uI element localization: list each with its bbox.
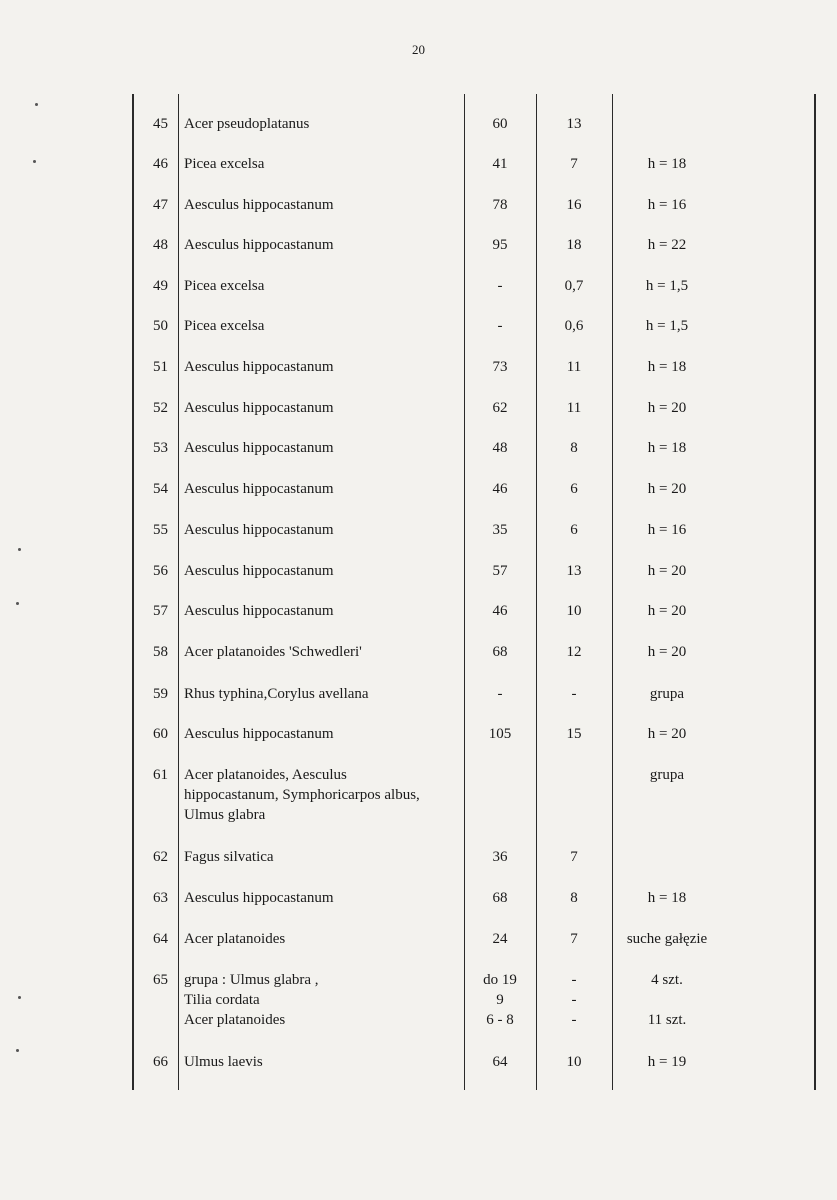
column-divider-number [178,94,179,1090]
row-number: 65 [153,972,168,988]
trunk-diameter: 24 [492,931,508,947]
tree-height: 12 [566,644,582,660]
species-name: grupa : Ulmus glabra , Tilia cordata Acer platanoides [184,972,319,1028]
tree-height: 13 [566,563,582,579]
remarks: 4 szt. 11 szt. [647,972,687,1028]
trunk-diameter: 57 [492,563,508,579]
species-name: Acer platanoides, Aesculus hippocastanum, Symphoricarpos albus, Ulmus glabra [184,767,420,823]
tree-height: 6 [570,522,578,538]
scan-speck [18,548,21,551]
remarks: h = 20 [647,481,687,497]
remarks: h = 20 [647,603,687,619]
remarks: h = 20 [647,563,687,579]
scan-speck [33,160,36,163]
row-number: 47 [153,197,168,213]
species-name: Aesculus hippocastanum [184,481,334,497]
species-name: Aesculus hippocastanum [184,563,334,579]
tree-height: 18 [566,237,582,253]
tree-height: 8 [570,890,578,906]
row-number: 62 [153,849,168,865]
remarks: h = 18 [647,890,687,906]
trunk-diameter: 78 [492,197,508,213]
row-number: 53 [153,440,168,456]
species-name: Aesculus hippocastanum [184,440,334,456]
trunk-diameter: 95 [492,237,508,253]
remarks: h = 1,5 [645,278,689,294]
species-name: Aesculus hippocastanum [184,237,334,253]
tree-height: 10 [566,1054,582,1070]
trunk-diameter: 60 [492,116,508,132]
trunk-diameter: 36 [492,849,508,865]
tree-height: 13 [566,116,582,132]
species-name: Aesculus hippocastanum [184,522,334,538]
row-number: 56 [153,563,168,579]
remarks: h = 20 [647,644,687,660]
table-left-border [132,94,134,1090]
tree-height: 0,7 [564,278,584,294]
row-number: 61 [153,767,168,783]
row-number: 64 [153,931,168,947]
remarks: h = 1,5 [645,318,689,334]
trunk-diameter: 64 [492,1054,508,1070]
remarks: h = 19 [647,1054,687,1070]
row-number: 52 [153,400,168,416]
tree-height: 11 [566,359,582,375]
remarks: h = 22 [647,237,687,253]
tree-height: 8 [570,440,578,456]
remarks: h = 18 [647,359,687,375]
tree-height: - [571,686,577,702]
trunk-diameter: 68 [492,890,508,906]
species-name: Picea excelsa [184,156,265,172]
remarks: h = 20 [647,726,687,742]
remarks: h = 18 [647,440,687,456]
remarks: grupa [649,686,685,702]
tree-height: 10 [566,603,582,619]
tree-height: 7 [570,931,578,947]
species-name: Acer platanoides [184,931,286,947]
species-name: Fagus silvatica [184,849,274,865]
species-name: Aesculus hippocastanum [184,400,334,416]
species-name: Ulmus laevis [184,1054,263,1070]
species-name: Acer pseudoplatanus [184,116,310,132]
remarks: h = 20 [647,400,687,416]
trunk-diameter: do 19 9 6 - 8 [483,972,517,1028]
row-number: 57 [153,603,168,619]
remarks: suche gałęzie [626,931,708,947]
table-right-border [814,94,816,1090]
row-number: 63 [153,890,168,906]
row-number: 59 [153,686,168,702]
species-name: Acer platanoides 'Schwedleri' [184,644,362,660]
species-name: Aesculus hippocastanum [184,603,334,619]
tree-height: 7 [570,849,578,865]
row-number: 54 [153,481,168,497]
row-number: 60 [153,726,168,742]
tree-height: 0,6 [564,318,584,334]
species-name: Aesculus hippocastanum [184,890,334,906]
species-name: Rhus typhina,Corylus avellana [184,686,369,702]
tree-height: 7 [570,156,578,172]
row-number: 45 [153,116,168,132]
row-number: 49 [153,278,168,294]
species-name: Aesculus hippocastanum [184,726,334,742]
tree-height: 11 [566,400,582,416]
species-name: Picea excelsa [184,278,265,294]
scan-speck [16,1049,19,1052]
page-number: 20 [412,42,425,57]
tree-height: - - - [571,972,577,1028]
scan-speck [35,103,38,106]
species-name: Picea excelsa [184,318,265,334]
row-number: 48 [153,237,168,253]
scan-speck [16,602,19,605]
row-number: 66 [153,1054,168,1070]
remarks: grupa [649,767,685,783]
species-name: Aesculus hippocastanum [184,359,334,375]
scan-speck [18,996,21,999]
species-name: Aesculus hippocastanum [184,197,334,213]
trunk-diameter: 35 [492,522,508,538]
trunk-diameter: 62 [492,400,508,416]
row-number: 46 [153,156,168,172]
row-number: 58 [153,644,168,660]
trunk-diameter: - [497,278,503,294]
trunk-diameter: 105 [488,726,512,742]
remarks: h = 16 [647,197,687,213]
row-number: 55 [153,522,168,538]
tree-height: 15 [566,726,582,742]
trunk-diameter: 68 [492,644,508,660]
trunk-diameter: 73 [492,359,508,375]
trunk-diameter: 46 [492,603,508,619]
remarks: h = 16 [647,522,687,538]
tree-height: 6 [570,481,578,497]
trunk-diameter: 41 [492,156,508,172]
remarks: h = 18 [647,156,687,172]
row-number: 51 [153,359,168,375]
trunk-diameter: 46 [492,481,508,497]
trunk-diameter: 48 [492,440,508,456]
trunk-diameter: - [497,686,503,702]
column-divider-diameter [536,94,537,1090]
row-number: 50 [153,318,168,334]
tree-height: 16 [566,197,582,213]
trunk-diameter: - [497,318,503,334]
